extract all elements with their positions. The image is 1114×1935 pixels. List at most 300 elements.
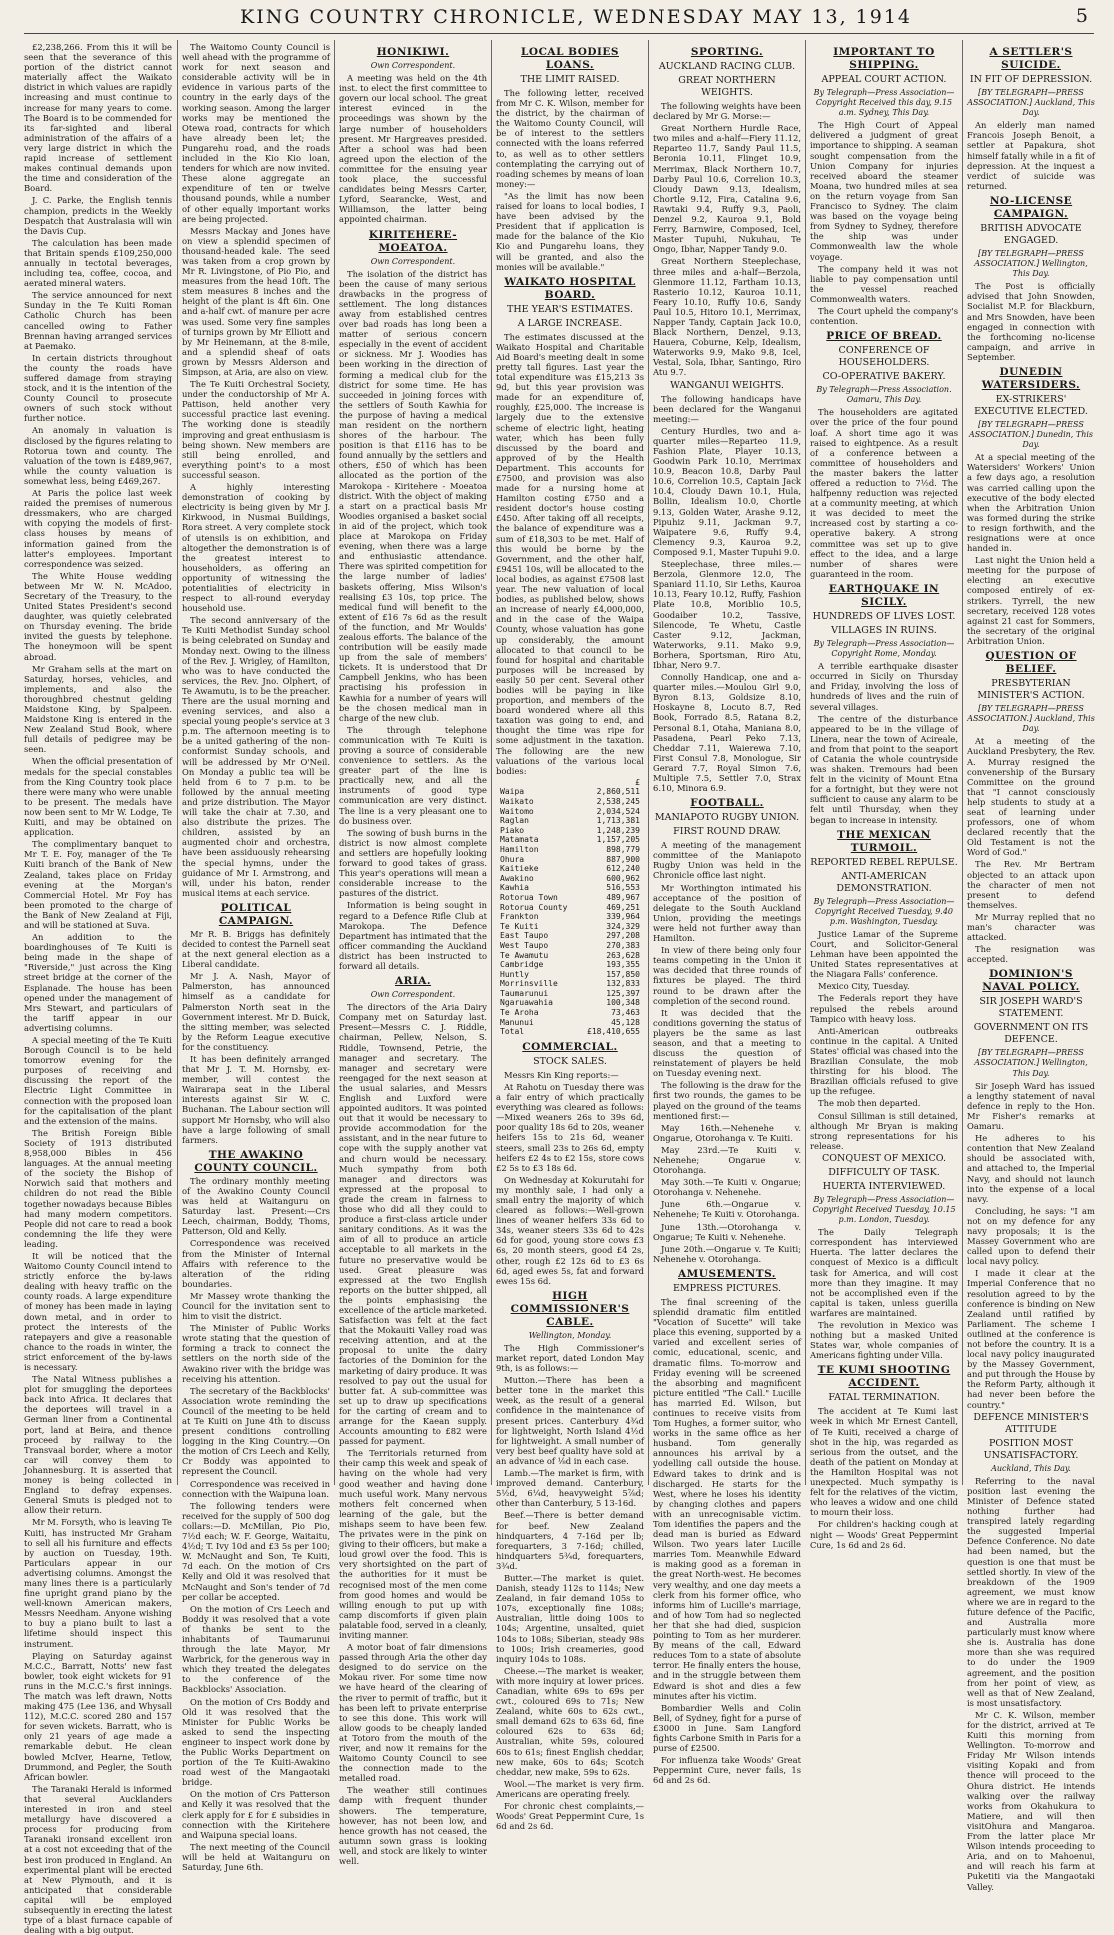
article-paragraph: Connolly Handicap, one and a-quarter miles.—Moulou Girl 9.0, Byron 8.13, Goldsize 8.10, Hoskayne 8, Locuto 8.7, Red Book, Forrado 8.5, Ratana 8.2, Personal 8.1, Otaha, Maniana 8.0, Pasadena, Pearl Peko 7.13, Cheddar 7.11, Waierewa 7.10, First Consul 7.8, Monologue, Sir Gerard 7.7, Royal Simon 7.6, Multiple 7.5, Settler 7.0, Strax 6.10, Minora 6.9.: [653, 672, 801, 794]
subheading: SIR JOSEPH WARD'S STATEMENT.: [979, 996, 1083, 1020]
article-paragraph: J. C. Parke, the English tennis champion, predicts in the Weekly Despatch that Australasia will win the Davis Cup.: [24, 195, 172, 236]
section-heading: FOOTBALL.: [690, 797, 764, 810]
article-paragraph: The sowing of bush burns in the district is now almost complete and settlers are hopefully looking forward to good takes of grass. This year's operations will mean a considerable increase to the pastures of the district.: [339, 827, 487, 899]
table-cell-value: 2,860,511: [596, 787, 640, 797]
table-cell-name: Rotorua Town: [500, 892, 558, 902]
table-row: [500, 893, 640, 903]
dateline: Auckland, This Day.: [991, 1463, 1071, 1473]
subheading: AUCKLAND RACING CLUB.: [658, 61, 796, 72]
article-paragraph: The final screening of the splendid dramatic film entitled "Vocation of Sucette" will take place this evening, supported by a varied and excellent series of comic, educational, scenic, and dramatic films. To-morrow and Friday evening will be screened the absorbing and magnificent picture entitled "The Call." Lucille has married Ed. Wilson, but continues to receive visits from Tom Hughes, a former suitor, who works in the same office as her husband. Tom generally announces his arrival by a yodelling call outside the house. Edward takes to drink and is discharged. He starts for the West, where he loses his identity by changing clothes and papers with an unrecognisable victim. Tom identifies the papers and the dead man is buried as Edward Wilson. Two years later Lucille marries Tom. Meanwhile Edward is making good as a foreman in the great North-west. He becomes very wealthy, and one day meets a clerk from his former office, who informs him of Lucille's marriage, and of how Tom had so neglected her that she had died, suspicion pointing to Tom as her murderer. By means of the call, Edward reduces Tom to a state of absolute terror. He finally enters the house, and in the struggle between them Edward is shot and dies a few minutes after his victim.: [653, 1296, 801, 1701]
article-paragraph: The High Court of Appeal delivered a judgment of great importance to shipping. A seaman sought compensation from the Union Company for injuries received aboard the steamer Moana, two hundred miles at sea on the return voyage from San Francisco to Sydney. The claim was based on the voyage being from Sydney to Sydney, therefore the ship was under Commonwealth law the whole voyage.: [810, 120, 958, 262]
paras: [339, 269, 487, 971]
table-row: [500, 960, 640, 970]
article-paragraph: The following letter, received from Mr C. K. Wilson, member for the district, by the chairman of the Waitomo County Council, will be of interest to the settlers connected with the loans referred to, as well as to other settlers contemplating the carrying out of roading schemes by means of loan money:—: [496, 88, 644, 189]
table-cell-name: Waipa: [500, 787, 525, 797]
article-paragraph: Concluding, he says: "I am not on my defence for any navy proposals; it is the Massey Government who are called upon to defend their local navy policy.: [967, 1205, 1095, 1267]
subheading: THE LIMIT RAISED.: [520, 74, 620, 85]
table-cell-value: 1,157,205: [596, 835, 640, 845]
article-paragraph: In view of there being only four teams competing in the Union it was decided that three rounds of fixtures be played. The third round to be drawn after the completion of the second round.: [653, 945, 801, 1006]
article-paragraph: At Rahotu on Tuesday there was a fair entry of which practically everything was cleared as follows:—Mixed weaners 26s to 39s 6d, poor quality 18s 6d to 20s, weaner heifers 15s to 21s 6d, weaner steers, small 23s to 26s 6d, empty heifers £2 4s to £2 15s, store cows £2 5s to £3 18s 6d.: [496, 1081, 644, 1173]
article-paragraph: It will be noticed that the Waitomo County Council intend to strictly enforce the by-laws dealing with heavy traffic on the county roads. A large expenditure of money has been made in laying down metal, and in order to protect the interests of the ratepayers and give a reasonable chance to the roads in winter, the strict enforcement of the by-laws is necessary.: [24, 1250, 172, 1372]
paras: [810, 1406, 958, 1549]
table-total: Total £18,410,655: [500, 1027, 640, 1037]
section-heading: WAIKATO HOSPITAL BOARD.: [504, 275, 636, 301]
subheading: FIRST ROUND DRAW.: [673, 826, 781, 838]
article-paragraph: The following weights have been declared by Mr G. Morse:—: [653, 101, 801, 122]
article-paragraph: The service announced for next Sunday in the Te Kuiti Roman Catholic Church has been cancelled owing to Father Brennan having arranged services at Paemako.: [24, 290, 172, 351]
table-row: [500, 874, 640, 884]
article-paragraph: The Court upheld the company's contention.: [810, 305, 958, 327]
article-paragraph: Mr J. A. Nash, Mayor of Palmerston, has announced himself as a candidate for Palmerston North seat in the Government interest. Mr D. Buick, the sitting member, was selected by the Reform League executive for the constituency.: [182, 971, 330, 1052]
article-paragraph: Mexico City, Tuesday.: [818, 981, 910, 992]
table-row: [500, 979, 640, 989]
article-paragraph: Mr Worthington intimated his acceptance of the position of delegate to the South Auckland Union, providing the meetings were held not further away than Hamilton.: [653, 882, 801, 944]
paras: [496, 1343, 644, 1831]
valuation-table: [500, 778, 640, 1037]
article-paragraph: A highly interesting demonstration of cooking by electricity is being given by Mr J. Kirkwood, in Nusmai Buildings, Rora street. A very complete stock of utensils is on exhibition, and altogether the demonstration is of the greatest interest to householders, as offering an opportunity of witnessing the potentialities of electricity in respect to all-round everyday household use.: [182, 482, 330, 614]
table-cell-value: 898,779: [606, 844, 640, 854]
table-cell-value: 612,240: [606, 864, 640, 874]
dateline: [BY TELEGRAPH—PRESS ASSOCIATION.] Wellington, This Day.: [974, 248, 1088, 279]
article-paragraph: When the official presentation of medals for the special constables from the King Country took place there were many who were unable to be present. The medals have now been sent to Mr W. Lodge, Te Kuiti, and may be obtained on application.: [24, 756, 172, 838]
subheading: A LARGE INCREASE.: [517, 317, 623, 329]
column-divider: [962, 40, 963, 1485]
article-paragraph: Mutton.—There has been a better tone in the market this week, as the result of a general confidence in the maintenance of present prices. Canterbury 4¾d for lightweight, North Island 4½d for lightweight. A small number of very best beef quality have sold at an advance of ⅛d in each case.: [496, 1375, 644, 1466]
table-cell-name: Te Awamutu: [500, 950, 549, 960]
article-paragraph: Mr M. Forsyth, who is leaving Te Kuiti, has instructed Mr Graham to sell all his furniture and effects by auction on Tuesday, 19th. Particulars appear in our advertising columns. Amongst the many lines there is a particularly fine upright grand piano by the well-known American makers, Messrs Needham. Anyone wishing to buy a piano built to last a lifetime should inspect this instrument.: [24, 1517, 172, 1649]
dateline: Own Correspondent.: [370, 256, 456, 266]
paras: [339, 1002, 487, 1866]
subheading: APPEAL COURT ACTION.: [821, 74, 947, 85]
dateline: [BY TELEGRAPH—PRESS ASSOCIATION.] Auckland, This Day.: [967, 704, 1095, 734]
article-paragraph: The secretary of the Backblocks' Association wrote reminding the Council of the meeting to be held at Te Kuiti on June 4th to discuss present conditions controlling logging in the King Country.—On the motion of Crs Leech and Kelly, Cr Boddy was appointed to represent the Council.: [182, 1385, 330, 1477]
table-cell-name: West Taupo: [500, 940, 549, 950]
table-cell-value: 1,248,239: [596, 825, 640, 835]
table-cell-value: 193,355: [606, 960, 640, 970]
subheading: THE YEAR'S ESTIMATES.: [507, 303, 633, 315]
article-paragraph: Mr R. B. Briggs has definitely decided to contest the Parnell seat at the next general election as a Liberal candidate.: [182, 928, 330, 970]
article-paragraph: Anti-American outbreaks continue in the capital. A United States' official was chased into the Brazilian Consulate, the mob thirsting for his blood. The Brazilian officials refused to give up the refugee.: [810, 1025, 958, 1097]
table-cell-name: Rotorua County: [500, 902, 568, 912]
table-currency: £: [635, 777, 640, 787]
section-heading: THE MEXICAN TURMOIL.: [837, 828, 931, 854]
article-paragraph: June 20th.—Ongarue v. Te Kuiti; Nehenehe v. Otorohanga.: [653, 1243, 801, 1264]
table-row: [500, 941, 640, 951]
column-7: [967, 42, 1095, 1892]
article-paragraph: The through telephone communication with Te Kuiti is proving a source of considerable convenience to settlers. As the greater part of the line is practically new, and all the instruments of good type communication are very distinct. The line is a very pleasant one to do business over.: [339, 724, 487, 826]
article-paragraph: Beef.—There is better demand for beef. New Zealand hindquarters, 4 7-16d per lb; forequarters, 3 7-16d; chilled, hindquarters 5¾d, forequarters, 3¾d.: [496, 1510, 644, 1571]
subheading: STOCK SALES.: [533, 1055, 607, 1067]
paras: [967, 1081, 1095, 1410]
paras: [967, 281, 1095, 362]
article-paragraph: Last night the Union held a meeting for the purpose of electing an executive composed entirely of ex-strikers. Tyrrell, the new secretary, received 128 votes against 21 cast for Sommers, the secretary of the original Arbitration Union.: [967, 555, 1095, 646]
article-paragraph: A motor boat of fair dimensions passed through Aria the other day designed to do service on the Mokau river. For some time now we have heard of the clearing of the river to permit of traffic, but it has been left to private enterprise to see this done. This work will allow goods to be cheaply landed at Totoro from the mouth of the river, and now it remains for the Waitomo County Council to see the connection made to the metalled road.: [339, 1642, 487, 1784]
paras: [24, 42, 172, 1935]
article-paragraph: The Natal Witness publishes a plot for smuggling the deportees back into Africa. It declares that the deportees will travel in a German liner from a Continental port, land at Beira, and thence proceed by railway to the Transvaal border, where a motor car will convey them to Johannesburg. It is asserted that money is being collected in England to defray expenses. General Smuts is pledged not to allow their return.: [24, 1374, 172, 1516]
table-cell-value: 45,128: [611, 1017, 640, 1027]
masthead-rule: [24, 33, 1094, 34]
article-paragraph: Messrs Mackay and Jones have on view a splendid specimen of thousand-headed kale. The seed was taken from a crop grown by Mr R. Livingstone, of Pio Pio, and measures from the head 10ft. The stem measures 8 inches and the height of the plant is 4ft 6in. One and a-half cwt. of manure per acre was used. Some very fine samples of turnips grown by Mr Elliott and by Mr Heinemann, at the 8-mile, and a splendid sheaf of oats grown by Messrs Alderson and Simpson, at Aria, are also on view.: [182, 225, 330, 377]
article-paragraph: Consul Silliman is still detained, although Mr Bryan is making strong representations for his release.: [810, 1110, 958, 1151]
paras: [810, 120, 958, 326]
dateline: Own Correspondent.: [370, 61, 456, 70]
paras: [810, 661, 958, 825]
subheading: GOVERNMENT ON ITS DEFENCE.: [973, 1022, 1089, 1046]
section-heading: DOMINION'S NAVAL POLICY.: [982, 968, 1080, 994]
table-row: [500, 835, 640, 845]
article-paragraph: The Daily Telegraph correspondent has interviewed Huerta. The latter declares the conquest of Mexico is a difficult task for America, and will cost more than they imagine. It may not be accomplished even if the capital is taken, unless guerilla warfares are maintained.: [810, 1227, 958, 1318]
section-heading: HONIKIWI.: [376, 46, 450, 58]
table-cell-name: Kaitieke: [500, 864, 539, 874]
article-paragraph: The Te Kuiti Orchestral Society, under the conductorship of Mr A. Pattison, held another very successful practice last evening. The working done is steadily improving and great enthusiasm is being shown. New members are still being enrolled, and everything point's to a most successful season.: [182, 379, 330, 480]
article-paragraph: The ordinary monthly meeting of the Awakino County Council was held at Waitanguru on Saturday last. Present:—Crs Leech, chairman, Boddy, Thoms, Patterson, Old and Kelly.: [182, 1175, 330, 1237]
section-heading: EARTHQUAKE IN SICILY.: [828, 582, 940, 608]
article-paragraph: The Taranaki Herald is informed that several Aucklanders interested in iron and steel metallurgy have discovered a process for producing from Taranaki ironsand excellent iron at a cost not exceeding that of the best iron produced in England. An experimental plant will be erected at New Plymouth, and it is anticipated that considerable capital will be employed subsequently in erecting the latest type of a blast furnace capable of dealing with a big output.: [24, 1783, 172, 1935]
article-paragraph: The accident at Te Kumi last week in which Mr Ernest Cantell, of Te Kuiti, received a charge of shot in the hip, was regarded as serious from the outset, and the death of the patient on Monday at the Hamilton Hospital was not unexpected. Much sympathy is felt for the relatives of the victim, who leaves a widow and one child to mourn their loss.: [810, 1406, 958, 1518]
dateline: By Telegraph—Press Association. Oamaru, This Day.: [816, 385, 952, 405]
section-heading: NO-LICENSE CAMPAIGN.: [989, 194, 1073, 220]
dateline: [BY TELEGRAPH—PRESS ASSOCIATION.] Auckland, This Day.: [967, 88, 1095, 118]
article-paragraph: Mr C. K. Wilson, member for the district, arrived at Te Kuiti this morning from Wellington. To-morrow and Friday Mr Wilson intends visiting Kopaki and from thence will proceed to the Ohura district. He intends walking over the railway works from Okahukura to Matiere, and will then visitOhura and Mangaroa. From the latter place Mr Wilson intends proceeding to Aria, and on to Mahoenui, and will reach his farm at Puketiti via the Mangaotaki Valley.: [967, 1709, 1095, 1892]
table-cell-name: Ohura: [500, 854, 525, 864]
subheading: EMPRESS PICTURES.: [672, 1282, 782, 1294]
table-row: [500, 922, 640, 932]
valuation-rows: [500, 787, 640, 1027]
table-row: [500, 1018, 640, 1028]
column-divider: [491, 40, 492, 1485]
table-cell-value: 263,628: [606, 950, 640, 960]
section-heading: COMMERCIAL.: [522, 1040, 618, 1053]
paras: [182, 42, 330, 898]
table-cell-value: 125,397: [606, 988, 640, 998]
table-cell-value: 2,034,524: [596, 806, 640, 816]
article-paragraph: Information is being sought in regard to a Defence Rifle Club at Marokopa. The Defence Department has intimated that the officer commanding the Auckland district has been instructed to forward all details.: [339, 900, 487, 971]
subheading: CO-OPERATIVE BAKERY.: [822, 371, 946, 383]
article-paragraph: Great Northern Hurdle Race, two miles and a-half—Fiery 11.12, Reparteo 11.7, Sandy Paul 11.5, Beronia 10.11, Flinget 10.9, Merrimax, Black Northern 10.7, Darby Paul 10.6, Correlion 10.3, Cloudy Dawn 9.13, Idealism, Chortle 9.12, Fira, Catalina 9.6, Rawtaki 9.4, Ruffy 9.3, Paoli, Denzel 9.2, Kauroa 9.1, Bold Ferry, Barnwire, Composed, Icel, Master Tupuhi, Nukuhau, Te Ongo, Ibhar, Napper Tandy 9.0.: [653, 123, 801, 255]
dateline: Wellington, Monday.: [528, 1330, 612, 1340]
table-cell-name: Ngaruawahia: [500, 998, 553, 1008]
table-cell-name: Kawhia: [500, 883, 529, 893]
paras: [810, 929, 958, 1151]
table-cell-value: 469,251: [606, 902, 640, 912]
table-row: [500, 903, 640, 913]
article-paragraph: The following is the draw for the first two rounds, the games to be played on the ground of the teams mentioned first:—: [653, 1080, 801, 1121]
table-row: [500, 787, 640, 797]
article-paragraph: On the motion of Crs Leech and Boddy it was resolved that a vote of thanks be sent to the inhabitants of Taumarunui through the late Mayor, Mr Warbrick, for the generous way in which they treated the delegates to the conference of the Backblocks' Association.: [182, 1603, 330, 1695]
article-paragraph: The revolution in Mexico was nothing but a masked United States war, whole companies of Americans fighting under Villa.: [810, 1320, 958, 1361]
article-paragraph: The Minister of Public Works wrote stating that the question of forming a track to connect the settlers on the north side of the Awakino river with the bridge was receiving his attention.: [182, 1323, 330, 1384]
article-paragraph: Correspondence was received in connection with the Waipuna loan.: [182, 1478, 330, 1499]
article-paragraph: The Post is officially advised that John Snowden, Socialist M.P. for Blackburn, and Mrs Snowden, have been engaged in connection with the forthcoming no-license campaign, and arrive in September.: [967, 281, 1095, 362]
section-heading: POLITICAL CAMPAIGN.: [218, 901, 294, 927]
article-paragraph: Mr Murray replied that no man's character was attacked.: [967, 911, 1095, 943]
table-cell-value: 297,208: [606, 931, 640, 941]
column-divider: [177, 40, 178, 1485]
article-paragraph: Lamb.—The market is firm, with improved demand. Canterbury, 5½d, 6¼d, heavyweight 5⅞d; other than Canterbury, 5 13-16d.: [496, 1468, 644, 1509]
dateline: By Telegraph—Press Association—Copyright Rome, Monday.: [813, 638, 955, 659]
article-paragraph: A meeting was held on the 4th inst. to elect the first committee to govern our local school. The great interest evinced in the proceedings was shown by the large number of householders present. Mr Hargreaves presided. After a school was had been agreed upon the election of the committee for the ensuing year took place, the successful candidates being Messrs Carter, Lyford, Searancke, West, and Williamson, the latter being appointed chairman.: [339, 73, 487, 225]
table-row: [500, 855, 640, 865]
subheading: BRITISH ADVOCATE ENGAGED.: [980, 222, 1082, 246]
paras: [182, 1176, 330, 1872]
table-cell-value: 489,967: [606, 892, 640, 902]
table-row: [500, 951, 640, 961]
section-heading: IMPORTANT TO SHIPPING.: [833, 46, 935, 71]
subheading: PRESBYTERIAN MINISTER'S ACTION.: [977, 678, 1085, 702]
table-row: [500, 1008, 640, 1018]
paras: [810, 407, 958, 579]
paras: [967, 1476, 1095, 1892]
article-paragraph: May 30th.—Te Kuiti v. Ongarue; Otorohanga v. Nehenehe.: [653, 1177, 801, 1198]
subheading: CONFERENCE OF HOUSEHOLDERS.: [838, 345, 930, 369]
article-paragraph: At a special meeting of the Watersiders' Workers' Union a few days ago, a resolution was carried calling upon the executive of the body elected when the Arbitration Union was formed during the strike to resign forthwith, and the resignations were at once handed in.: [967, 452, 1095, 554]
article-paragraph: At a meeting of the Auckland Presbytery, the Rev. A. Murray resigned the convenership of the Bursary Committee on the ground that "I cannot consciously help students to study at a seat of learning under professors, one of whom declared recently that the Old Testament is not the Word of God.": [967, 736, 1095, 858]
section-heading: THE AWAKINO COUNTY COUNCIL.: [194, 1148, 318, 1174]
table-cell-name: Frankton: [500, 912, 539, 922]
article-paragraph: Referring to the naval position last evening the Minister of Defence stated nothing further had transpired lately regarding the suggested Imperial Defence Conference. No date had been named, but the question is one that must be settled shortly. In view of the breakdown of the 1909 agreement, we must know where we are in regard to the future defence of the Pacific, and Australia more particularly must know where she is. Australia has done more than she was required to do under the 1909 agreement, and the position from her point of view, as well as that of New Zealand, is most unsatisfactory.: [967, 1475, 1095, 1708]
subheading: REPORTED REBEL REPULSE.: [810, 856, 958, 868]
table-row: [500, 989, 640, 999]
table-cell-name: Manunui: [500, 1017, 534, 1027]
article-paragraph: The following tenders were received for the supply of 500 dog collars:—D. McMillan, Pio Pio, 7½d each; W. F. George, Waitaitu, 4½d; T. Ivy 10d and £3 5s per 100; W. McNaught and Son, Te Kuiti, 7d each. On the motion of Crs Kelly and Old it was resolved that McNaught and Son's tender of 7d per collar be accepted.: [182, 1500, 330, 1602]
article-paragraph: May 16th.—Nehenehe v. Ongarue, Otorohanga v. Te Kuiti.: [653, 1122, 801, 1143]
table-cell-value: 157,850: [606, 969, 640, 979]
table-cell-name: Waitomo: [500, 806, 534, 816]
table-cell-value: 100,348: [606, 998, 640, 1008]
table-cell-name: Te Aroha: [500, 1008, 539, 1018]
article-paragraph: The White House wedding between Mr W. N. McAdoo, Secretary of the Treasury, to the United States President's second daughter, was quietly celebrated on Thursday evening. The bride invited the guests by telephone. The honeymoon will be spent abroad.: [24, 570, 172, 662]
table-row: [500, 864, 640, 874]
section-heading: QUESTION OF BELIEF.: [985, 650, 1077, 676]
paras: [496, 88, 644, 272]
article-paragraph: Cheese.—The market is weaker, with more inquiry at lower prices. Canadian, white 69s to 69s per cwt., coloured 69s to 71s; New Zealand, white 60s to 62s cwt., small demand 62s to 63s 6d, fine coloured 62s to 63s 6d; Australian, white 59s, coloured 60s to 61s; finest English cheddar, new make, 60s to 64s; Scotch cheddar, new make, 59s to 62s.: [496, 1665, 644, 1777]
article-paragraph: Steeplechase, three miles.—Berzola, Glenmore 12.0, The Spaniard 11.10, Sir Leths, Kauroa 10.13, Feary 10.12, Ruffy, Fashion Plate 10.8, Moriblio 10.5, Goodaiber 10.2, Tassive, Silencode, Te Whetu, Castle Caster 9.12, Jackman, Waterworks, 9.11. Mako 9.9, Borhera, Sportsman, Riro Atu, Ibhar, Nero 9.7.: [653, 559, 801, 670]
article-paragraph: The resignation was accepted.: [967, 944, 1095, 965]
section-heading: ARIA.: [394, 975, 432, 988]
paras: [653, 101, 801, 378]
article-paragraph: A meeting of the management committee of the Maniapoto Rugby Union was held in the Chronicle office last night.: [653, 840, 801, 881]
table-cell-name: Awakino: [500, 873, 534, 883]
table-cell-value: 600,962: [606, 873, 640, 883]
table-row: [500, 931, 640, 941]
table-cell-name: Morrinsville: [500, 979, 558, 989]
article-paragraph: For chronic chest complaints,—Woods' Great Peppermint Cure, 1s 6d and 2s 6d.: [496, 1801, 644, 1832]
article-paragraph: In certain districts throughout the county the roads have suffered damage from straying stock, and it is the intention of the County Council to prosecute owners of such stock without further notice.: [24, 352, 172, 424]
subheading: MANIAPOTO RUGBY UNION.: [654, 812, 800, 824]
subheading: DEFENCE MINISTER'S ATTITUDE: [973, 1411, 1089, 1435]
article-paragraph: £2,238,266. From this it will be seen that the severance of this portion of the district cannot materially affect the Waikato district in which values are rapidly increasing and must continue to increase for many years to come. The Board is to be commended for its far-sighted and liberal administration of the affairs of a very large district in which the rapid increase of settlement makes continual demands upon the time and consideration of the Board.: [24, 42, 172, 194]
article-paragraph: For children's hacking cough at night — Woods' Great Peppermint Cure, 1s 6d and 2s 6d.: [810, 1519, 958, 1550]
article-paragraph: A special meeting of the Te Kuiti Borough Council is to be held tomorrow evening for the purposes of receiving and discussing the report of the Electric Light Committee in connection with the proposed loan for the capitalisation of the plant and the extension of the mains.: [24, 1035, 172, 1126]
article-paragraph: Butter.—The market is quiet. Danish, steady 112s to 114s; New Zealand, in fair demand 105s to 107s, exceptionally fine 108s; Australian, little doing 100s to 104s; Argentine, unsalted, quiet 104s to 108s; Siberian, steady 98s to 100s; Irish creameries, good inquiry 104s to 108s.: [496, 1572, 644, 1664]
table-cell-name: Raglan: [500, 816, 529, 826]
subheading: DIFFICULTY OF TASK.: [828, 1166, 940, 1178]
subheading: FATAL TERMINATION.: [828, 1392, 940, 1404]
article-paragraph: It has been definitely arranged that Mr J. T. M. Hornsby, ex-member, will contest the Wairarapa seat in the Liberal interests against Sir W. C. Buchanan. The Labour section will support Mr Hornsby, who will also have a large following of small farmers.: [182, 1054, 330, 1145]
column-divider: [648, 40, 649, 1485]
article-paragraph: At Paris the police last week raided the premises of numerous dressmakers, who are charged with copying the models of first-class houses by means of information gained from the latter's employees. Important correspondence was seized.: [24, 488, 172, 569]
paras: [496, 1070, 644, 1286]
newspaper-title: KING COUNTRY CHRONICLE, WEDNESDAY MAY 13, 1914: [240, 6, 913, 28]
table-cell-value: 516,553: [606, 883, 640, 893]
table-cell-value: 887,900: [606, 854, 640, 864]
dateline: [BY TELEGRAPH—PRESS ASSOCIATION.] Dunedin, This Day.: [968, 419, 1094, 450]
table-row: [500, 807, 640, 817]
column-1: [24, 42, 172, 1935]
section-heading: LOCAL BODIES LOANS.: [521, 46, 619, 71]
subheading: HUNDREDS OF LIVES LOST.: [812, 610, 956, 622]
table-row: [500, 845, 640, 855]
article-paragraph: Great Northern Steeplechase, three miles and a-half—Berzola, Glenmore 11.12, Fartham 10.13, Rasterio 10.12, Kauroa 10.11, Feary 10.10, Ruffy 10.6, Sandy Paul 10.5, Hitoro 10.1, Merrimax, Napper Tandy, Captain Jack 10.0, Black Northern, Denzel, 9.13, Hauera, Coburne, Kelp, Idealism, Waterworks 9.9, Mako 9.8, Icel, Vestal, Sola, Ibhar, Santingo, Riro Atu 9.7.: [653, 256, 801, 378]
subheading: IN FIT OF DEPRESSION.: [969, 74, 1093, 85]
dateline: By Telegraph—Press Association—Copyright Received Tuesday, 9.40 p.m. Washington, Tuesday.: [813, 896, 955, 926]
article-paragraph: On Wednesday at Kokurutahi for my monthly sale, I had only a small entry the majority of which cleared as follows:—Well-grown lines of weaner heifers 33s 6d to 34s, weaner steers 33s 6d to 42s 6d for good, young store cows £3 6s, 20 month steers, good £4 2s, other, rough £2 12s 6d to £3 6s 6d, aged ewes 5s, fat and forward ewes 15s 6d.: [496, 1174, 644, 1286]
subheading: WANGANUI WEIGHTS.: [670, 379, 784, 391]
table-row: [500, 797, 640, 807]
section-heading: TE KUMI SHOOTING ACCIDENT.: [817, 1364, 951, 1390]
page-number: 5: [1075, 5, 1088, 27]
article-paragraph: I made it clear at the Imperial Conference that no resolution agreed to by the conference is binding on New Zealand until ratified by Parliament. The scheme I outlined at the conference is not before the country. It is a local navy policy inaugurated by the Massey Government, and put through the House by the Reform Party, although it had never been before the country.": [967, 1268, 1095, 1410]
table-cell-value: 339,964: [606, 912, 640, 922]
table-cell-name: Matamata: [500, 835, 539, 845]
article-paragraph: The householders are agitated over the price of the four pound loaf. A short time ago it was raised to eightpence. As a result of a conference between a committee of householders and the master bakers the latter offered a reduction to 7½d. The halfpenny reduction was rejected at a community meeting, at which it was decided to meet the increased cost by starting a co-operative bakery. A strong committee was set up to give effect to the idea, and a large number of shares were guaranteed in the room.: [810, 407, 958, 579]
column-6: [810, 42, 958, 1550]
column-divider: [805, 40, 806, 1485]
column-3: [339, 42, 487, 1867]
column-4: [496, 42, 644, 1832]
article-paragraph: May 23rd.—Te Kuiti v. Nehenehe; Ongarue v. Otorohanga.: [653, 1144, 801, 1176]
article-paragraph: The company held it was not liable to pay compensation until the vessel reached Commonwealth waters.: [810, 263, 958, 304]
section-heading: DUNEDIN WATERSIDERS.: [981, 365, 1081, 391]
article-paragraph: The High Commissioner's market report, dated London May 9th, is as follows:—: [496, 1342, 644, 1374]
table-cell-value: 2,538,245: [596, 797, 640, 806]
dateline: By Telegraph—Press Association—Copyright Received this day, 9.15 a.m. Sydney, This Day.: [813, 88, 955, 118]
article-paragraph: The Rev. Mr Bertram objected to an attack upon the character of men not present to defend themselves.: [967, 859, 1095, 910]
article-paragraph: The second anniversary of the Te Kuiti Methodist Sunday school is being celebrated on Sunday and Monday next. Owing to the illness of the Rev. J. Wrigley, of Hamilton, who was to have conducted the services, the Rev. Jno. Olphert, of Te Awamutu, is to be the preacher. There are the usual morning and evening services, and also a special young people's service at 3 p.m. The afternoon meeting is to be a united gathering of the non-conformist Sunday schools, and will be addressed by Mr O'Neil. On Monday a public tea will be held from 6 to 7 p.m. to be followed by the annual meeting and prize distribution. The Mayor will take the chair at 7.30, and also distribute the prizes. The children, assisted by an augmented choir and orchestra, have been assiduously rehearsing the special hymns, under the guidance of Mr I. Armstrong, and will, under his baton, render musical items at each service.: [182, 615, 330, 898]
article-paragraph: The weather still continues damp with frequent thunder showers. The temperature, however, has not been low, and hence growth has not ceased, the autumn sown grass is looking well, and stock are likely to winter well.: [339, 1785, 487, 1867]
article-paragraph: On the motion of Crs Patterson and Kelly it was resolved that the clerk apply for £ for £ subsidies in connection with the Kiritehere and Waipuna special loans.: [182, 1789, 330, 1840]
article-paragraph: An elderly man named Francois Joseph Benoit, a settler at Papakura, shot himself fatally while in a fit of depression. At the inquest a verdict of suicide was returned.: [967, 120, 1095, 191]
table-cell-name: Waikato: [500, 797, 534, 806]
paras: [967, 120, 1095, 191]
article-paragraph: The following handicaps have been declared for the Wanganui meeting:—: [653, 393, 801, 424]
article-paragraph: Bombardier Wells and Colin Bell, of Sydney, fight for a purse of £3000 in June. Sam Langford fights Carbone Smith in Paris for a purse of £2500.: [653, 1702, 801, 1754]
article-paragraph: Sir Joseph Ward has issued a lengthy statement of naval defence in reply to the Hon. Mr Fisher's remarks at Oamaru.: [967, 1080, 1095, 1132]
table-cell-value: 132,833: [606, 979, 640, 989]
article-paragraph: An anomaly in valuation is disclosed by the figures relating to Rotorua town and county. The valuation of the town is £489,967, while the county valuation is somewhat less, being £469,267.: [24, 425, 172, 486]
article-paragraph: The Federals report they have repulsed the rebels around Tampico with heavy loss.: [810, 993, 958, 1024]
article-paragraph: The centre of the disturbance appeared to be in the village of Linera, near the town of Acireale, and from that point to the seaport of Catania the whole countryside was shaken. Tremours had been felt in the vicinity of Mount Etna for a fortnight, but they were not sufficient to cause any alarm to be felt until Thursday, when they began to increase in intensity.: [810, 713, 958, 825]
paras: [967, 736, 1095, 964]
dateline: [BY TELEGRAPH—PRESS ASSOCIATION.] Wellington, This Day.: [974, 1048, 1088, 1078]
table-cell-value: 73,463: [611, 1008, 640, 1018]
section-heading: SPORTING.: [690, 46, 764, 58]
table-cell-name: Cambridge: [500, 960, 544, 970]
table-row: [500, 816, 640, 826]
article-paragraph: On the motion of Crs Boddy and Old it was resolved that the Minister for Public Works be asked to send the inspecting engineer to inspect work done by the Public Works Department on portion of the Te Kuiti-Awakino road west of the Mangaotaki bridge.: [182, 1696, 330, 1788]
table-cell-name: Huntly: [500, 969, 529, 979]
section-heading: AMUSEMENTS.: [678, 1267, 776, 1280]
article-paragraph: The calculation has been made that Britain spends £109,250,000 annually in tectotal beverages, including tea, coffee, cocoa, and aerated mineral waters.: [24, 237, 172, 289]
paras: [967, 452, 1095, 646]
paras: [182, 929, 330, 1145]
column-2: [182, 42, 330, 1873]
section-heading: A SETTLER'S SUICIDE.: [989, 46, 1073, 71]
section-heading: PRICE OF BREAD.: [826, 330, 942, 343]
paras: [653, 840, 801, 1264]
dateline: By Telegraph—Press Association—Copyright Received Tuesday, 10.15 p.m. London, Tuesday.: [812, 1194, 956, 1225]
table-cell-name: East Taupo: [500, 931, 549, 941]
article-paragraph: The Waitomo County Council is well ahead with the programme of work for next season and considerable activity will be in evidence in various parts of the country in the early days of the working season. Among the larger works may be mentioned the Otewa road, contracts for which have already been let; the Pungarehu road, and the roads included in the Kio Kio loan, tenders for which are now invited. These alone aggregate an expenditure of ten or twelve thousand pounds, while a number of other equally important works are being projected.: [182, 42, 330, 224]
paras: [496, 332, 644, 776]
article-paragraph: Messrs Kin King reports:—: [504, 1069, 619, 1080]
table-row: [500, 998, 640, 1008]
table-cell-name: Piako: [500, 825, 525, 835]
article-paragraph: June 6th.—Ongarue v. Nehenehe; Te Kuiti v. Otorohanga.: [653, 1199, 801, 1220]
table-cell-value: 324,329: [606, 921, 640, 931]
subheading: GREAT NORTHERN WEIGHTS.: [678, 75, 776, 98]
table-cell-name: Taumarunui: [500, 988, 549, 998]
article-paragraph: The complimentary banquet to Mr T. E. Foy, manager of the Te Kuiti branch of the Bank of New Zealand, takes place on Friday evening at the Morgan's Commercial Hotel. Mr Foy has been promoted to the charge of the Bank of New Zealand at Fiji, and will be stationed at Suva.: [24, 839, 172, 930]
subheading: VILLAGES IN RUINS.: [831, 624, 937, 636]
table-cell-name: Te Kuiti: [500, 921, 539, 931]
paras: [653, 394, 801, 794]
section-heading: HIGH COMMISSIONER'S CABLE.: [510, 1289, 630, 1328]
paras: [810, 1227, 958, 1360]
article-paragraph: It was decided that the conditions governing the status of players be the same as last season, and that a meeting to discuss the question of reinstatement of players be held on Tuesday evening next.: [653, 1007, 801, 1079]
article-paragraph: The mob then departed.: [818, 1098, 921, 1109]
article-paragraph: The directors of the Aria Dairy Company met on Saturday last. Present—Messrs C. J. Riddle, chairman, Pellew, Nelson, S. Riddle, Townsend, Petrie, the manager and secretary. The manager and secretary were reengaged for the next season at the usual salaries, and Messrs English and Luxford were appointed auditors. It was pointed out that it would be necessary to provide accommodation for the assistant, and in the near future to cope with the supply another vat and churn would be necessary. Much sympathy from both manager and directors was expressed at the proposal to grade the cream in fairness to those who did all they could to produce a first-class article under sanitary conditions. As it was the aim of all to produce an article acceptable to all markets in the future no preservative would be used. Great pleasure was expressed at the two English reports on the butter shipped, all the points emphasising the excellence of the article marketed. Satisfaction was felt at the fact that the Mokauiti Valley road was receiving attention, and at the proposal to unite the dairy factories of the Dominion for the marketing of dairy produce. It was resolved to pay out the usual for butter fat. A sub-committee was set up to draw up specifications for the carting of cream and to arrange for the Kaean supply. Accounts amounting to £82 were passed for payment.: [339, 1002, 487, 1447]
article-paragraph: For influenza take Woods' Great Peppermint Cure, never fails, 1s 6d and 2s 6d.: [653, 1755, 801, 1786]
table-cell-value: 270,383: [606, 940, 640, 950]
article-paragraph: The Territorials returned from their camp this week and speak of having on the whole had very good weather and having done much useful work. Many nervous mothers felt concerned when learning of the gale, but the mishaps seem to have been few. The privates were in the pink on giving to their officers, but make a loud growl over the food. This is very shortsighted on the part of the authorities for it must be recognised most of the men come from good homes and would be willing enough to put up with camp discomforts if given plain palatable food, served in a cleanly, inviting manner.: [339, 1448, 487, 1640]
article-paragraph: Wool.—The market is very firm. Americans are operating freely.: [496, 1778, 644, 1799]
table-row: [500, 883, 640, 893]
article-paragraph: June 13th.—Otorohanga v. Ongarue; Te Kuiti v. Nehenehe.: [653, 1221, 801, 1242]
table-row: [500, 826, 640, 836]
article-paragraph: Playing on Saturday against M.C.C., Barratt, Notts' new fast bowler, took eight wickets for 91 runs in the M.C.C.'s first innings. The match was left drawn, Notts making 475 (Lee 136, and Whysall 112), M.C.C. scored 280 and 157 for seven wickets. Barratt, who is only 21 years of age made a remarkable debut. He clean bowled McIver, Hearne, Tetlow, Drummond, and Pegler, the South African bowler.: [24, 1650, 172, 1782]
article-paragraph: He adheres to his contention that New Zealand should be associated with, and attached to, the Imperial Navy, and should not launch into the expense of a local navy.: [967, 1133, 1095, 1204]
masthead: [0, 0, 1114, 34]
article-paragraph: Century Hurdles, two and a-quarter miles—Reparteo 11.9, Fashion Plate, Player 10.13, Goodwin Park 10.10, Merrimax 10.9, Beacon 10.8, Darby Paul 10.6, Correlion 10.5, Captain Jack 10.4, Cloudy Dawn 10.1, Hula, Bollin, Idealism 10.0, Chortle 9.13, Golden Water, Arashe 9.12, Pipuhiz 9.11, Jackman 9.7, Waipatere 9.6, Ruffy 9.4, Clemency 9.3, Kauroa 9.2, Composed 9.1, Master Tupuhi 9.0.: [653, 425, 801, 557]
subheading: HUERTA INTERVIEWED.: [822, 1180, 946, 1192]
article-paragraph: Mr Graham sells at the mart on Saturday, horses, vehicles, and implements, and also the thoroughbred chestnut gelding Maidstone King, by Spalpeen. Maidstone King is entered in the New Zealand Stud Book, where full details of pedigree may be seen.: [24, 663, 172, 755]
paras: [653, 1297, 801, 1786]
article-paragraph: The British Foreign Bible Society of 1913 distributed 8,958,000 Bibles in 456 languages. At the annual meeting of the society the Bishop of Norwich said that mothers and children do not read the Bible together nowadays because Bibles had many modern competitors. People did not care to read a book condemning the life they were leading.: [24, 1127, 172, 1249]
column-5: [653, 42, 801, 1786]
paras: [339, 73, 487, 224]
article-paragraph: The next meeting of the Council will be held at Waitanguru on Saturday, June 6th.: [182, 1841, 330, 1873]
article-paragraph: Justice Lamar of the Supreme Court, and Solicitor-General Lehman have been appointed the United States representatives at the Niagara Falls' conference.: [810, 928, 958, 980]
article-paragraph: Correspondence was received from the Minister of Internal Affairs with reference to the alteration of the riding boundaries.: [182, 1238, 330, 1289]
article-paragraph: "As the limit has now been raised for loans to local bodies, I have been advised by the President that if application is made for the balance of the Kio Kio and Pungarehu loans, they will be granted, and also the monies will be available.": [496, 190, 644, 272]
section-heading: KIRITEHERE-MOEATOA.: [368, 228, 458, 254]
table-cell-value: 1,713,381: [596, 816, 640, 826]
subheading: EX-STRIKERS' EXECUTIVE ELECTED.: [974, 393, 1088, 417]
column-divider: [334, 40, 335, 1485]
table-cell-name: Hamilton: [500, 844, 539, 854]
article-paragraph: A terrible earthquake disaster occurred in Sicily on Thursday and Friday, involving the loss of hundreds of lives and the ruin of several villages.: [810, 661, 958, 712]
subheading: ANTI-AMERICAN DEMONSTRATION.: [836, 870, 932, 894]
article-paragraph: Mr Massey wrote thanking the Council for the invitation sent to him to visit the district.: [182, 1290, 330, 1322]
subheading: CONQUEST OF MEXICO.: [821, 1152, 947, 1164]
subheading: POSITION MOST UNSATISFACTORY.: [983, 1437, 1079, 1461]
table-row: [500, 912, 640, 922]
dateline: Own Correspondent.: [370, 990, 456, 1000]
article-paragraph: An addition to the boardinghouses of Te Kuiti is being made in the shape of "Riverside," just across the King street bridge at the corner of the Esplanade. The house has been opened under the management of Mrs Stewart, and particulars of the tariff appear in our advertising columns.: [24, 932, 172, 1033]
article-paragraph: The isolation of the district has been the cause of many serious drawbacks in the progress of settlement. The long distances away from established centres over bad roads has long been a matter of serious concern especially in the event of accident or sickness. Mr J. Woodies has been working in the direction of forming a medical club for the district for some time. He has succeeded in joining forces with the settlers of South Kawhia for the purpose of having a medical man resident on the northern shores of the harbour. The position is that £116 has to be found annually by the settlers and others, £50 of which has been allocated as the portion of the Marokopa - Kiritehere - Moeatoa district. With the object of making a start on a practical basis Mr Woodies organised a basket social in aid of the project, which took place at Marokopa on Friday evening, when there was a large and enthusiastic attendance. There was spirited competition for the large number of ladies' baskets offering, Miss Wilson's realising £3 10s, top price. The medical fund will benefit to the extent of £16 7s 6d as the result of the function, and Mr Woulds' zealous efforts. The balance of the contribution will be easily made up from the sale of members' tickets. It is understood that Dr Campbell Jenkins, who has been practising his profession in Kawhia for a number of years will be the chosen medical man in charge of the new club.: [339, 268, 487, 723]
table-row: [500, 970, 640, 980]
